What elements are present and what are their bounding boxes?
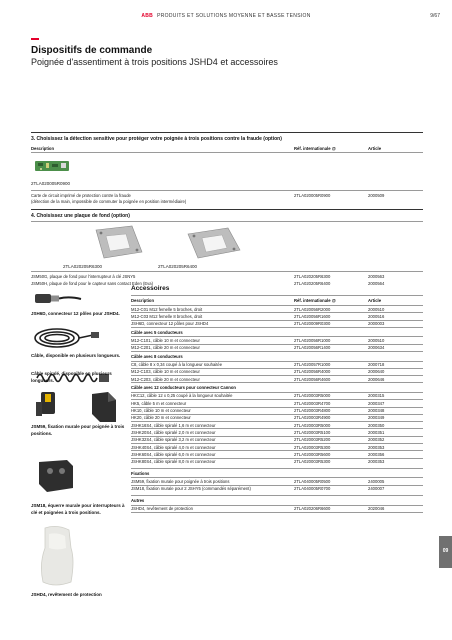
accessories-col-article: Article [368, 298, 382, 303]
table-row-desc: JSHK16S4, câble spiralé 1,6 m et connecteur [131, 422, 216, 428]
table-section-title: Fixations [131, 470, 150, 476]
table-row-ref: 2TLA020003R5300 [294, 459, 331, 465]
table-row-ref: 2TLA020056R4000 [294, 369, 331, 375]
table-row-rule [131, 512, 423, 513]
table-row-article: 2000353 [368, 444, 385, 450]
table-row-rule [131, 485, 423, 486]
table-row-desc: M12-C03 M12 femelle 8 broches, droit [131, 313, 203, 319]
caption-key-bracket: JSM18, équerre murale pour interrupteurs à clé et poignées à trois positions. [31, 503, 125, 515]
section3-row-ref: 2TLA020005R0900 [294, 193, 331, 198]
table-row-desc: HKC12, câble 12 x 0,25 coupé à la longueur souhaitée [131, 393, 233, 399]
backplate-2-caption: 2TLA020205R6400 [158, 264, 198, 269]
caption-connector: JSH6D, connecteur 12 pôles pour JSHD4. [31, 311, 120, 316]
accessories-col-description: Description [131, 298, 155, 303]
page-header [0, 13, 452, 23]
protective-cover-image [35, 524, 87, 590]
table-row-ref: 2TLA020057R1000 [294, 362, 331, 367]
table-row-article: 2000352 [368, 437, 385, 443]
section4-top-rule [31, 209, 423, 210]
backplate-2-image [184, 226, 244, 260]
section3-top-rule [31, 132, 423, 133]
bracket-image [88, 390, 120, 424]
table-row-desc: JSHK80S4, câble spiralé 8,0 m et connecteur [131, 459, 216, 465]
section3-col-article: Article [368, 146, 382, 151]
table-row-rule [131, 450, 423, 451]
table-row-article: 2400005 [368, 478, 385, 484]
caption-protective-cover: JSHD4, revêtement de protection [31, 592, 102, 597]
cable-image [31, 325, 101, 351]
table-row-rule [131, 344, 423, 345]
table-row-desc: JSH6D, connecteur 12 pôles pour JSHD4 [131, 321, 209, 327]
table-row-desc: HK20, câble 20 m et connecteur [131, 415, 191, 421]
table-row-desc: JSHD4, revêtement de protection [131, 506, 193, 511]
table-row-rule [131, 336, 423, 337]
table-row-ref: 2TLA020003R5000 [294, 393, 331, 399]
accessories-top-rule [131, 295, 423, 296]
table-row-article: 2000349 [368, 415, 385, 421]
table-row-desc: JSHK60S4, câble spiralé 6,0 m et connecteur [131, 451, 216, 457]
caption-spiral-cable: Câble spiralé, disponible en plusieurs longueurs. [31, 371, 112, 383]
table-section-title: Câble avec 8 conducteurs [131, 354, 183, 359]
table-row-desc: JSHK32S4, câble spiralé 3,2 m et connecteur [131, 437, 216, 443]
table-section-title: Câble avec 5 conducteurs [131, 329, 183, 335]
table-row-desc: M12-C103, câble 10 m et connecteur [131, 369, 200, 375]
section4-header-rule [31, 221, 423, 222]
table-row-article: 2000350 [368, 422, 385, 428]
section3-header-rule [31, 152, 423, 153]
caption-wall-mount: JSM59, fixation murale pour poignée à trois positions. [31, 424, 125, 436]
table-section-title: Autres [131, 498, 145, 503]
connector-image [33, 289, 83, 307]
table-row-rule [131, 399, 423, 400]
pcb-image-caption: 2TLA020005R0900 [31, 181, 71, 186]
table-row-article: 2000510 [368, 306, 385, 312]
section4-rows-rule [31, 271, 423, 272]
backplate-1-caption: 2TLA020205R6300 [63, 264, 103, 269]
table-row-desc: HK5, câble 5 m et connecteur [131, 400, 187, 406]
table-row-rule [131, 392, 423, 393]
section4-row-desc: JSM50G, plaque de fond pour l'interrupteur à clé JSNY5 [31, 274, 136, 279]
header-title: PRODUITS ET SOLUTIONS MOYENNE ET BASSE TENSION [157, 13, 311, 19]
table-row-article: 2020046 [368, 506, 385, 511]
table-row-rule [131, 505, 423, 506]
table-row-ref: 2TLA020003R4900 [294, 415, 331, 421]
table-row-article: 2000718 [368, 362, 385, 367]
table-row-rule [131, 421, 423, 422]
table-row-ref: 2TLA020009R0300 [294, 321, 331, 327]
section3-col-ref: Réf. internationale @ [294, 146, 336, 151]
table-row-article: 2000348 [368, 408, 385, 413]
table-row-ref: 2TLA020003R4700 [294, 400, 331, 406]
key-bracket-image [33, 458, 81, 502]
page-number: 9/67 [430, 13, 440, 19]
table-row-desc: JSM59, fixation murale pour poignée à trois positions [131, 478, 230, 484]
backplate-1-image [90, 224, 146, 262]
table-row-desc: M12-C01 M12 femelle 5 broches, droit [131, 306, 203, 312]
table-row-rule [131, 407, 423, 408]
accessories-title: Accessoires [131, 285, 170, 292]
table-row-desc: M12-C201, câble 20 m et connecteur [131, 345, 200, 351]
section3-title: 3. Choisissez la détection sensitive pour protéger votre poignée à trois positions contre la fraude (option) [31, 136, 282, 142]
section4-row-article: 2000563 [368, 274, 385, 279]
section3-row-desc-2: (détection de la main, impossible de commuter la poignée en position intermédiaire) [31, 199, 187, 204]
chapter-tab-label: 09 [442, 548, 449, 554]
section3-row-desc-1: Carte de circuit imprimé de protection contre la fraude [31, 193, 131, 198]
table-row-article: 2000634 [368, 345, 385, 351]
wall-mount-image [33, 390, 65, 418]
table-row-rule [131, 351, 423, 352]
table-row-ref: 2TLA020003R4800 [294, 408, 331, 413]
section4-row-ref: 2TLA020205R6400 [294, 281, 331, 286]
table-row-article: 2000003 [368, 321, 385, 327]
table-row-article: 2000640 [368, 369, 385, 375]
table-row-rule [131, 305, 423, 306]
table-row-rule [131, 436, 423, 437]
table-row-ref: 2TLA020056R1400 [294, 345, 331, 351]
table-row-ref: 2TLA020206R6600 [294, 506, 331, 511]
table-row-rule [131, 414, 423, 415]
table-row-article: 2400007 [368, 486, 385, 492]
table-row-article: 2000646 [368, 376, 385, 382]
table-row-rule [131, 495, 423, 496]
table-row-desc: HK10, câble 10 m et connecteur [131, 408, 191, 413]
table-row-ref: 2TLA020003R5300 [294, 444, 331, 450]
table-row-article: 2000351 [368, 429, 385, 435]
table-row-ref: 2TLA040005R0700 [294, 486, 331, 492]
table-row-ref: 2TLA020003R5100 [294, 429, 331, 435]
table-row-rule [131, 443, 423, 444]
table-row-rule [131, 375, 423, 376]
table-row-rule [131, 382, 423, 383]
table-row-ref: 2TLA020003R5600 [294, 451, 331, 457]
table-row-ref: 2TLA020056R2000 [294, 306, 331, 312]
table-row-rule [131, 361, 423, 362]
section3-col-description: Description [31, 146, 55, 151]
table-row-article: 2000353 [368, 459, 385, 465]
table-row-rule [131, 468, 423, 469]
section4-title: 4. Choisissez une plaque de fond (option) [31, 213, 130, 219]
table-row-rule [131, 477, 423, 478]
table-row-article: 2000347 [368, 400, 385, 406]
table-row-rule [131, 458, 423, 459]
table-row-rule [131, 320, 423, 321]
caption-cable: Câble, disponible en plusieurs longueurs. [31, 353, 121, 358]
table-row-rule [131, 428, 423, 429]
table-row-rule [131, 327, 423, 328]
page-title: Dispositifs de commande [31, 45, 153, 56]
table-row-desc: M12-C101, câble 10 m et connecteur [131, 337, 200, 343]
table-row-article: 2000356 [368, 451, 385, 457]
accessories-col-ref: Réf. internationale @ [294, 298, 336, 303]
table-row-rule [131, 368, 423, 369]
table-row-desc: JSHK40S4, câble spiralé 4,0 m et connecteur [131, 444, 216, 450]
table-row-ref: 2TLA040005R0500 [294, 478, 331, 484]
table-row-desc: JSM18, fixation murale pour 2 JSHY5 (commandés séparément) [131, 486, 251, 492]
section4-row-ref: 2TLA020205R6300 [294, 274, 331, 279]
title-accent-bar [31, 38, 39, 40]
table-section-title: Câble avec 12 conducteurs pour connecteur Cannon [131, 385, 236, 391]
section4-row-desc: JSM50H, plaque de fond pour le capteur sans contact Eden (Eva) [31, 281, 153, 286]
pcb-image [33, 155, 71, 177]
table-row-desc: C8, câble 8 x 0,34 coupé à la longueur souhaitée [131, 362, 223, 367]
chapter-tab [439, 536, 452, 568]
table-row-article: 2000510 [368, 337, 385, 343]
table-row-ref: 2TLA020056R4600 [294, 376, 331, 382]
table-row-rule [131, 312, 423, 313]
table-row-desc: JSHK20S4, câble spiralé 2,0 m et connecteur [131, 429, 216, 435]
brand-logo: ABB [141, 13, 154, 19]
section4-row-article: 2000564 [368, 281, 385, 286]
table-row-ref: 2TLA020003R5000 [294, 422, 331, 428]
table-row-desc: M12-C203, câble 20 m et connecteur [131, 376, 200, 382]
table-row-ref: 2TLA020003R5200 [294, 437, 331, 443]
table-row-ref: 2TLA020056R1600 [294, 313, 331, 319]
table-row-article: 2000315 [368, 393, 385, 399]
section3-row-article: 2000509 [368, 193, 385, 198]
section3-row-rule [31, 190, 423, 191]
page-subtitle: Poignée d'assentiment à trois positions JSHD4 et accessoires [31, 57, 278, 67]
table-row-ref: 2TLA020056R1000 [294, 337, 331, 343]
table-row-article: 2000516 [368, 313, 385, 319]
